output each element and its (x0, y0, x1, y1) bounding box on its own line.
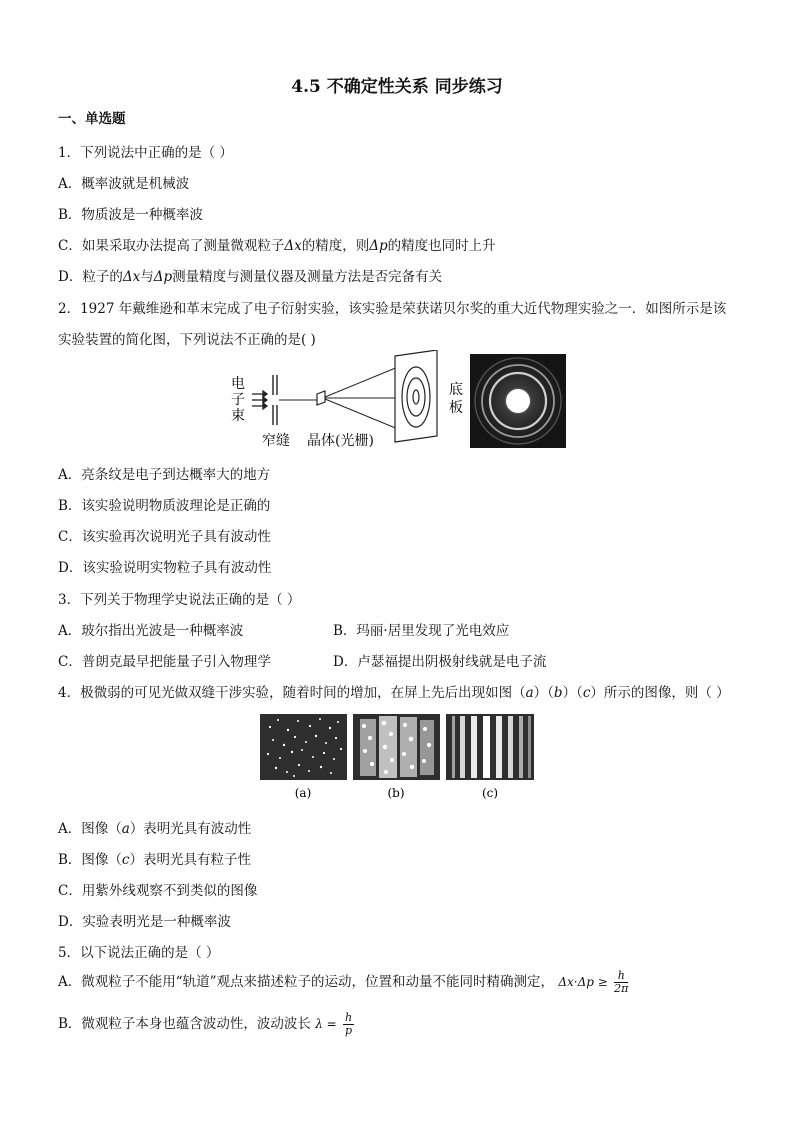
q4-stem-sep1: ）（ (533, 685, 554, 701)
beam-label-3: 束 (231, 408, 245, 424)
q5-a-denominator: 2π (614, 982, 629, 995)
q4-b-var: c (121, 852, 130, 868)
crystal-label: 晶体(光栅) (307, 433, 374, 449)
q2-option-d: D．该实验说明实物粒子具有波动性 (58, 560, 272, 576)
q4-stem-sep2: ）（ (562, 685, 583, 701)
screen-plate (395, 350, 437, 442)
section-heading: 一、单选题 (58, 111, 126, 127)
panel-b-dots (360, 716, 434, 778)
q1-d-var1: Δx (122, 269, 141, 285)
diffraction-center (506, 389, 530, 413)
screen-label-1: 底 (449, 382, 463, 398)
caption-b: (b) (387, 786, 405, 800)
screen-label-2: 板 (449, 400, 463, 416)
q5-a-text: A．微观粒子不能用“轨道”观点来描述粒子的运动，位置和动量不能同时精确测定， (58, 974, 555, 990)
slit-label: 窄缝 (262, 433, 290, 449)
q1-option-b: B．物质波是一种概率波 (58, 207, 203, 223)
q4-b-post: ）表明光具有粒子性 (129, 852, 251, 868)
q5-b-denominator: p (345, 1024, 353, 1037)
q3-option-a: A．玻尔指出光波是一种概率波 (58, 623, 244, 639)
q4-stem (58, 681, 730, 701)
q5-stem: 5．以下说法正确的是（ ） (58, 945, 220, 961)
q1-option-d (58, 265, 442, 285)
q1-c-pre: C．如果采取办法提高了测量微观粒子 (58, 238, 285, 254)
beam-label-1: 电 (231, 376, 245, 392)
q4-stem-pre: 4．极微弱的可见光做双缝干涉实验，随着时间的增加，在屏上先后出现如图（ (58, 685, 526, 701)
q1-d-pre: D．粒子的 (58, 269, 123, 285)
q4-option-c: C．用紫外线观察不到类似的图像 (58, 883, 258, 899)
q3-option-c: C．普朗克最早把能量子引入物理学 (58, 654, 271, 670)
q4-stem-b: b (553, 685, 563, 701)
q4-option-d: D．实验表明光是一种概率波 (58, 914, 231, 930)
q1-stem: 1．下列说法中正确的是（ ） (58, 145, 233, 161)
q5-a-fraction (614, 970, 628, 995)
q5-b-fraction (343, 1012, 354, 1037)
crystal (317, 391, 325, 405)
q3-option-b: B．玛丽·居里发现了光电效应 (333, 623, 510, 639)
q5-b-text: B．微观粒子本身也蕴含波动性，波动波长 (58, 1016, 311, 1032)
q1-c-mid: 的精度，则 (301, 238, 370, 254)
q4-b-pre: B．图像（ (58, 852, 122, 868)
q2-stem-line2: 实验装置的简化图，下列说法不正确的是( ) (58, 332, 316, 348)
q3-stem: 3．下列关于物理学史说法正确的是（ ） (58, 592, 301, 608)
q5-option-a (58, 970, 630, 995)
q4-stem-post: ）所示的图像，则（ ） (590, 685, 730, 701)
q5-b-formula-left: λ = (315, 1017, 337, 1031)
q4-option-b (58, 848, 251, 868)
q1-d-var2: Δp (153, 269, 173, 285)
q4-a-post: ）表明光具有波动性 (129, 821, 252, 837)
caption-c: (c) (481, 786, 499, 800)
q5-option-b (58, 1012, 356, 1037)
q4-a-pre: A．图像（ (58, 821, 122, 837)
q2-option-a: A．亮条纹是电子到达概率大的地方 (58, 467, 271, 483)
q2-option-b: B．该实验说明物质波理论是正确的 (58, 498, 271, 514)
q2-option-c: C．该实验再次说明光子具有波动性 (58, 529, 271, 545)
q1-option-a: A．概率波就是机械波 (58, 176, 190, 192)
q4-a-var: a (121, 821, 130, 837)
q3-option-d: D．卢瑟福提出阴极射线就是电子流 (333, 654, 547, 670)
q4-stem-c: c (582, 685, 591, 701)
panel-a (260, 714, 347, 780)
q4-stem-a: a (525, 685, 534, 701)
q1-c-post: 的精度也同时上升 (387, 238, 496, 254)
beam-arrows (252, 391, 267, 409)
beam-label-2: 子 (231, 392, 245, 408)
page-title: 4.5 不确定性关系 同步练习 (291, 77, 503, 97)
caption-a: (a) (294, 786, 312, 800)
q5-a-numerator: h (614, 970, 628, 983)
interference-figure (258, 712, 538, 802)
q1-c-var2: Δp (369, 238, 388, 254)
q5-a-formula-left: Δx·Δp ≥ (558, 975, 608, 989)
q1-d-post: 测量精度与测量仪器及测量方法是否完备有关 (172, 269, 443, 285)
q4-option-a (58, 817, 251, 837)
slit (273, 375, 277, 425)
q5-b-numerator: h (345, 1011, 353, 1024)
q2-stem-line1: 2．1927 年戴维逊和革末完成了电子衍射实验，该实验是荣获诺贝尔奖的重大近代物理实验之一．如图所示是该 (58, 301, 727, 317)
q1-d-mid: 与 (140, 269, 154, 285)
q1-c-var1: Δx (284, 238, 302, 254)
q1-option-c (58, 234, 496, 254)
